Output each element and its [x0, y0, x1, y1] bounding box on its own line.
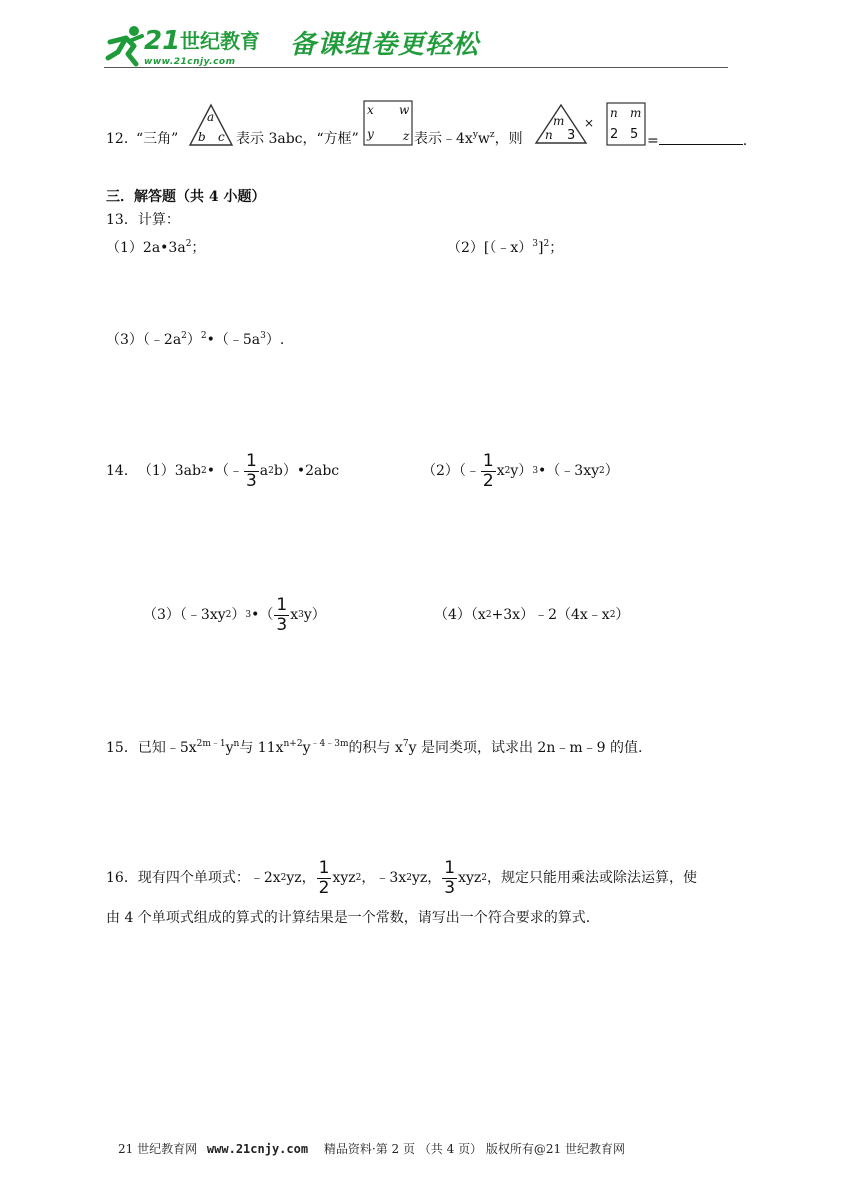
q14-part-4: （4）（x 2 +3x）﹣2（4x﹣x 2 ） — [434, 607, 630, 623]
tri1-left: b — [198, 130, 206, 144]
q12-quote-triangle: “三角” — [136, 131, 179, 147]
triangle-figure-mn3 — [534, 103, 588, 145]
box1-tl: x — [367, 103, 374, 117]
q14-part-2: （2）（﹣ $\frac{1}{2}$ x 2 y） 3 •（﹣3xy 2 ） — [422, 450, 619, 491]
header-rule — [104, 67, 728, 68]
logo-text: 世纪教育 — [180, 29, 260, 53]
q14-part-1: 14． （1）3ab 2 •（﹣ $\frac{1}{3}$ a 2 b）•2abc — [106, 450, 340, 491]
tri1-top: a — [207, 110, 215, 124]
answer-blank[interactable] — [659, 132, 743, 145]
page-header — [100, 24, 730, 72]
q12-number: 12． — [106, 131, 138, 147]
box1-br: z — [403, 129, 410, 143]
section-3-title: 三．解答题（共 4 小题） — [106, 189, 266, 205]
box1-tr: w — [399, 103, 410, 117]
q13-part-2: （2）[（﹣x）$^3$]$^2$； — [447, 239, 564, 256]
box2-bl: 2 — [610, 127, 619, 142]
box1-bl: y — [367, 127, 374, 141]
tri2-top: m — [553, 114, 565, 128]
triangle-figure-abc — [188, 103, 234, 147]
logo-digits: 21 — [144, 26, 181, 56]
tri1-right: c — [218, 130, 225, 144]
tri2-left: n — [545, 128, 553, 142]
logo-url: www.21cnjy.com — [144, 57, 236, 67]
footer-brand: 21 世纪教育网 — [118, 1142, 198, 1156]
q13-title: 13．计算： — [106, 212, 180, 228]
q14-part-3: （3）（﹣3xy 2 ） 3 •（ $\frac{1}{3}$ x 3 y） — [143, 594, 326, 635]
page-footer — [118, 1143, 625, 1155]
box2-br: 5 — [630, 127, 639, 142]
runner-logo-icon — [104, 24, 144, 68]
box-figure-nm25 — [606, 102, 646, 146]
footer-site-link[interactable]: www.21cnjy.com — [206, 1142, 309, 1156]
box2-tr: m — [630, 106, 642, 120]
q13-part-1: $(1)2a•3a^2$； — [106, 239, 206, 256]
box2-tl: n — [610, 106, 618, 120]
q12-answer: = . — [647, 133, 748, 149]
q16-line-1: 16．现有四个单项式：﹣2x 2 yz， $\frac{1}{2}$ xyz 2 ，﹣3x 2 yz， $\frac{1}{3}$ xyz 2 ，规定只能用乘法或除法运算，使 — [106, 857, 697, 898]
footer-info: 精品资料·第 2 页 （共 4 页） 版权所有@21 世纪教育网 — [323, 1142, 625, 1156]
tri2-right: 3 — [567, 128, 576, 143]
q12-text-1: 表示 3abc，“方框” — [236, 131, 359, 147]
box-figure-xwyz — [363, 100, 413, 146]
fraction-one-third: $\frac{1}{3}$ — [276, 594, 288, 635]
fraction-one-third: $\frac{1}{3}$ — [245, 450, 257, 491]
q16-line-2: 由 4 个单项式组成的算式的计算结果是一个常数，请写出一个符合要求的算式. — [106, 910, 591, 926]
fraction-one-half: $\frac{1}{2}$ — [482, 450, 494, 491]
question-15: 15．已知$﹣5x^{2m﹣1}y^n$与 $11x^{n+2}y^{﹣4﹣3m}$的积与 $x^7y$ 是同类项，试求出 2n﹣m﹣9 的值. — [106, 739, 643, 756]
header-slogan: 备课组卷更轻松 — [290, 30, 480, 60]
fraction-one-third: $\frac{1}{3}$ — [444, 857, 456, 898]
q12-times: × — [584, 116, 595, 130]
fraction-one-half: $\frac{1}{2}$ — [318, 857, 330, 898]
q13-part-3: $(3)(﹣2a^2)^2•(﹣5a^3)$. — [106, 331, 285, 348]
q12-text-2: 表示$﹣4x^yw^z$，则 — [414, 130, 523, 147]
